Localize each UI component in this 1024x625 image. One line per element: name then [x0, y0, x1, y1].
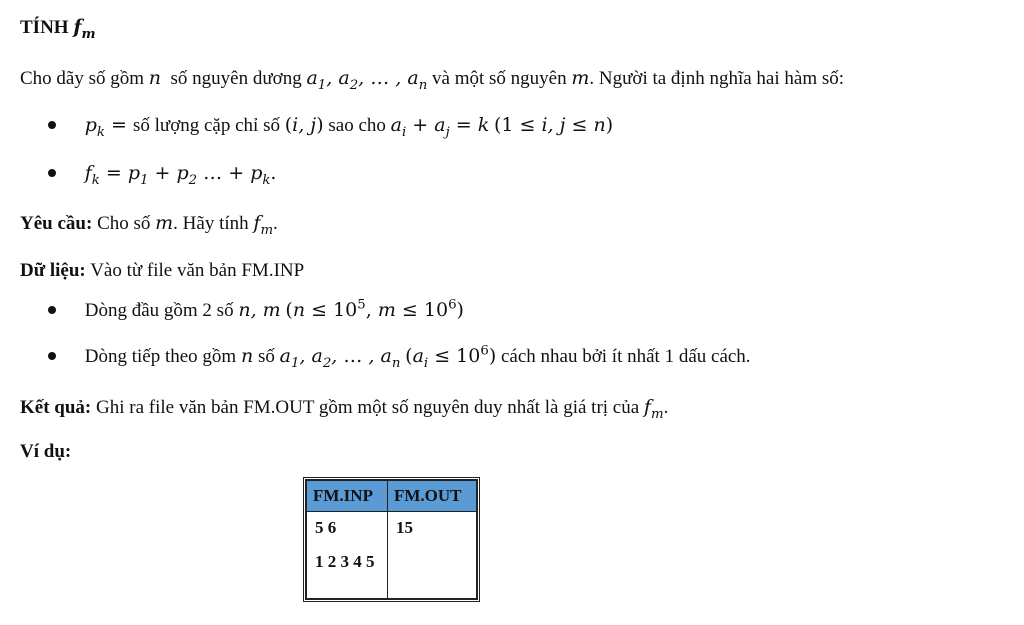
example-label: Ví dụ: [20, 441, 72, 462]
bullet-icon [48, 306, 56, 314]
header-fm-inp: FM.INP [307, 481, 388, 512]
input-bullet-1: Dòng đầu gồm 2 số n, m ($n \le 10^5$, $m \le 10^6$) [48, 298, 464, 323]
inp-line-2: 1 2 3 4 5 [315, 552, 375, 571]
inp-line-1: 5 6 [315, 518, 337, 537]
cell-fm-inp [307, 512, 388, 599]
input-line: Dữ liệu: Vào từ file văn bản FM.INP [20, 260, 305, 281]
problem-title: TÍNH $f_m$ [20, 16, 96, 42]
definition-fk: $f_k = p_1 + p_2$ … + $p_k$. [48, 161, 276, 186]
requirement-line: Yêu cầu: Cho số m. Hãy tính $f_m$. [20, 212, 278, 238]
out-line-1: 15 [396, 518, 413, 537]
title-math: $f_m$ [73, 16, 96, 42]
cell-fm-out [388, 512, 477, 599]
intro-paragraph: Cho dãy số gồm n số nguyên dương $a_1$, $a_2$, … , $a_n$ và một số nguyên m. Người ta định nghĩa hai hàm số: [20, 67, 845, 93]
output-line: Kết quả: Ghi ra file văn bản FM.OUT gồm một số nguyên duy nhất là giá trị của $f_m$. [20, 396, 669, 422]
bullet-icon [48, 169, 56, 177]
input-bullet-2: Dòng tiếp theo gồm n số $a_1$, $a_2$, … , $a_n$ $(a_i \le 10^6)$ cách nhau bởi ít nhất 1 dấu cách. [48, 344, 751, 369]
definition-pk: $p_k$ = số lượng cặp chỉ số (i, j) sao cho $a_i + a_j = k$ (1 ≤ i, j ≤ n) [48, 113, 613, 138]
example-table [303, 477, 480, 602]
bullet-icon [48, 121, 56, 129]
bullet-icon [48, 352, 56, 360]
header-fm-out: FM.OUT [388, 481, 477, 512]
